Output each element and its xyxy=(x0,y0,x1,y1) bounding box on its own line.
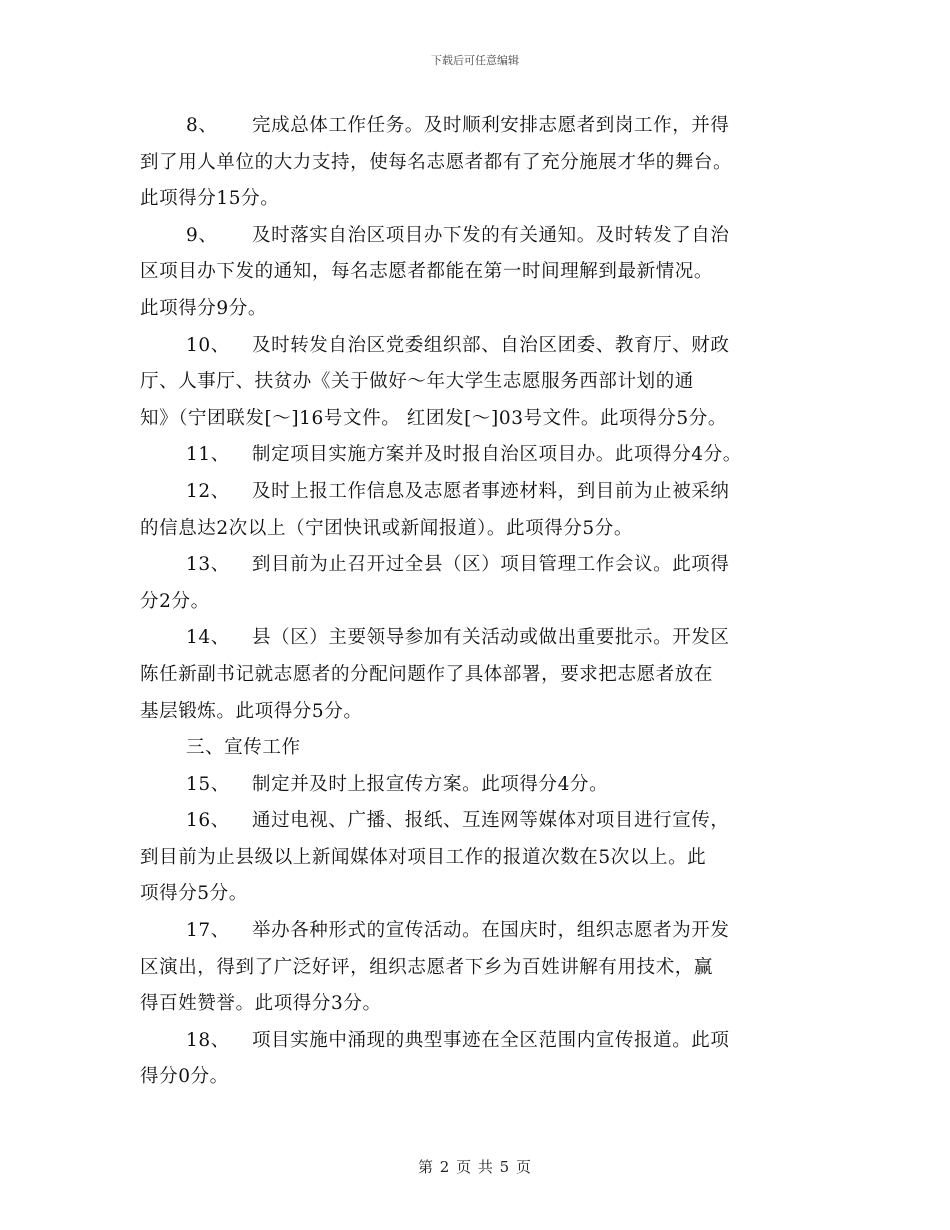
paragraph-text: 得百姓赞誉。此项得分3分。 xyxy=(140,993,382,1015)
paragraph-number: 15、 xyxy=(186,773,230,795)
paragraph-line xyxy=(140,511,830,548)
paragraph-line xyxy=(140,145,830,182)
numbered-paragraph xyxy=(140,547,830,620)
paragraph-text: 项得分5分。 xyxy=(140,883,248,905)
numbered-paragraph xyxy=(140,328,830,438)
numbered-paragraph xyxy=(140,218,830,328)
paragraph-text: 及时转发自治区党委组织部、自治区团委、教育厅、财政 xyxy=(252,334,730,356)
paragraph-line xyxy=(140,730,830,767)
numbered-paragraph xyxy=(140,620,830,730)
paragraph-line xyxy=(140,767,830,804)
paragraph-number: 17、 xyxy=(186,920,230,942)
paragraph-line xyxy=(140,364,830,401)
numbered-paragraph xyxy=(140,108,830,218)
paragraph-line xyxy=(140,876,830,913)
paragraph-text: 制定并及时上报宣传方案。此项得分4分。 xyxy=(252,773,609,795)
paragraph-text: 得分0分。 xyxy=(140,1066,229,1088)
paragraph-text: 陈任新副书记就志愿者的分配问题作了具体部署，要求把志愿者放在 xyxy=(140,663,714,685)
paragraph-line xyxy=(140,474,830,511)
page-footer: 第 2 页 共 5 页 xyxy=(418,1158,532,1176)
paragraph-number: 10、 xyxy=(186,334,230,356)
paragraph-number: 16、 xyxy=(186,810,230,832)
paragraph-text: 知》（宁团联发[～]16号文件。 红团发[～]03号文件。此项得分5分。 xyxy=(140,407,727,429)
section-heading xyxy=(140,730,830,767)
paragraph-text: 此项得分9分。 xyxy=(140,297,267,319)
paragraph-text: 厅、人事厅、扶贫办《关于做好～年大学生志愿服务西部计划的通 xyxy=(140,371,694,393)
paragraph-text: 制定项目实施方案并及时报自治区项目办。此项得分4分。 xyxy=(252,444,742,466)
paragraph-text: 三、宣传工作 xyxy=(186,737,301,759)
paragraph-text: 项目实施中涌现的典型事迹在全区范围内宣传报道。此项 xyxy=(252,1029,730,1051)
paragraph-line xyxy=(140,1059,830,1096)
paragraph-line xyxy=(140,108,830,145)
paragraph-number: 12、 xyxy=(186,480,230,502)
numbered-paragraph xyxy=(140,913,830,1023)
paragraph-line xyxy=(140,181,830,218)
paragraph-number: 8、 xyxy=(186,115,218,136)
paragraph-text: 完成总体工作任务。及时顺利安排志愿者到岗工作，并得 xyxy=(252,115,730,136)
paragraph-line xyxy=(140,437,830,474)
paragraph-text: 到目前为止召开过全县（区）项目管理工作会议。此项得 xyxy=(252,554,730,576)
numbered-paragraph xyxy=(140,1023,830,1096)
paragraph-text: 到了用人单位的大力支持，使每名志愿者都有了充分施展才华的舞台。 xyxy=(140,151,733,173)
paragraph-text: 及时上报工作信息及志愿者事迹材料，到目前为止被采纳 xyxy=(252,480,730,502)
paragraph-number: 13、 xyxy=(186,554,230,576)
paragraph-text: 区项目办下发的通知，每名志愿者都能在第一时间理解到最新情况。 xyxy=(140,261,714,283)
numbered-paragraph xyxy=(140,437,830,474)
paragraph-line xyxy=(140,950,830,987)
paragraph-line xyxy=(140,840,830,877)
paragraph-line xyxy=(140,401,830,438)
paragraph-line xyxy=(140,913,830,950)
paragraph-text: 区演出，得到了广泛好评，组织志愿者下乡为百姓讲解有用技术，赢 xyxy=(140,956,714,978)
page-header: 下载后可任意编辑 xyxy=(431,54,519,67)
paragraph-line xyxy=(140,803,830,840)
paragraph-line xyxy=(140,218,830,255)
paragraph-text: 通过电视、广播、报纸、互连网等媒体对项目进行宣传， xyxy=(252,810,730,832)
paragraph-text: 基层锻炼。此项得分5分。 xyxy=(140,700,363,722)
paragraph-line xyxy=(140,328,830,365)
numbered-paragraph xyxy=(140,767,830,804)
paragraph-number: 9、 xyxy=(186,224,218,246)
paragraph-line xyxy=(140,620,830,657)
paragraph-text: 到目前为止县级以上新闻媒体对项目工作的报道次数在5次以上。此 xyxy=(140,846,707,868)
paragraph-line xyxy=(140,694,830,731)
numbered-paragraph xyxy=(140,474,830,547)
paragraph-text: 分2分。 xyxy=(140,590,210,612)
paragraph-text: 县（区）主要领导参加有关活动或做出重要批示。开发区 xyxy=(252,627,730,649)
paragraph-line xyxy=(140,254,830,291)
paragraph-text: 及时落实自治区项目办下发的有关通知。及时转发了自治 xyxy=(252,224,730,246)
document-body xyxy=(140,108,830,1096)
numbered-paragraph xyxy=(140,803,830,913)
paragraph-line xyxy=(140,986,830,1023)
paragraph-number: 14、 xyxy=(186,627,230,649)
paragraph-number: 18、 xyxy=(186,1029,230,1051)
paragraph-number: 11、 xyxy=(186,444,230,466)
paragraph-text: 此项得分15分。 xyxy=(140,188,280,210)
paragraph-text: 举办各种形式的宣传活动。在国庆时，组织志愿者为开发 xyxy=(252,920,730,942)
paragraph-line xyxy=(140,584,830,621)
paragraph-line xyxy=(140,291,830,328)
paragraph-text: 的信息达2次以上（宁团快讯或新闻报道）。此项得分5分。 xyxy=(140,517,633,539)
paragraph-line xyxy=(140,1023,830,1060)
paragraph-line xyxy=(140,657,830,694)
paragraph-line xyxy=(140,547,830,584)
